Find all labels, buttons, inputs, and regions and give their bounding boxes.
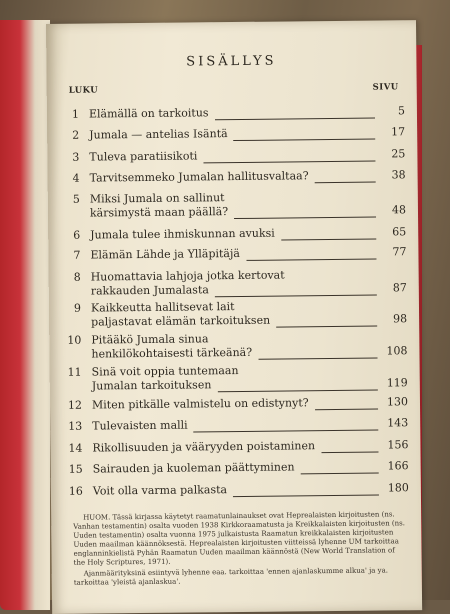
toc-entry-title: Tarvitsemmeko Jumalan hallitusvaltaa? — [89, 169, 309, 185]
toc-entry — [65, 481, 411, 498]
toc-entry-leader — [215, 117, 375, 121]
toc-entry — [64, 438, 410, 455]
toc-entry-page: 180 — [387, 481, 409, 495]
toc-entry-title: Jumala — antelias Isäntä — [89, 127, 228, 142]
toc-entry-leader — [315, 408, 378, 411]
toc-entry-number: 10 — [67, 333, 82, 347]
toc-entry — [65, 459, 411, 476]
toc-entry-title: Rikollisuuden ja vääryyden poistaminen — [92, 439, 316, 455]
toc-entry — [62, 225, 408, 242]
toc-entry-page: 38 — [391, 168, 406, 182]
toc-entry-number: 3 — [72, 150, 80, 164]
footnote — [73, 510, 406, 589]
chapter-column-header: LUKU — [68, 85, 99, 96]
page-title: SISÄLLYS — [186, 53, 277, 70]
book-cover-left — [0, 20, 50, 610]
toc-entry-leader — [234, 138, 376, 141]
toc-entry-number: 7 — [73, 248, 81, 262]
toc-entry — [63, 330, 409, 361]
toc-entry-page: 25 — [391, 147, 406, 161]
toc-entry-title: Miksi Jumala on sallinut kärsimystä maan päällä? — [89, 191, 229, 220]
toc-entry-number: 1 — [71, 107, 80, 121]
toc-entry-title: Tulevaisten malli — [92, 418, 188, 433]
toc-entry-number: 8 — [73, 270, 81, 284]
toc-entry-page: 17 — [391, 125, 406, 139]
toc-entry-title: Pitääkö Jumala sinua henkilökohtaisesti tärkeänä? — [91, 332, 253, 361]
toc-entry-number: 15 — [68, 462, 83, 476]
toc-entry-number: 13 — [68, 419, 83, 433]
book-page — [46, 20, 422, 614]
toc-entry-page: 77 — [392, 245, 407, 259]
toc-entry-leader — [301, 472, 379, 475]
toc-entry — [62, 168, 408, 185]
toc-entry-leader — [315, 181, 376, 184]
toc-entry-title: Elämän Lähde ja Ylläpitäjä — [90, 246, 240, 262]
toc-entry-number: 16 — [68, 484, 83, 498]
toc-entry — [62, 189, 408, 220]
toc-entry-leader — [281, 238, 376, 241]
toc-entry-page: 156 — [387, 438, 409, 452]
toc-entry — [64, 362, 410, 393]
toc-entry-number: 9 — [73, 301, 82, 315]
toc-entry-page: 130 — [386, 395, 409, 409]
toc-entry-leader — [203, 160, 375, 164]
toc-entry-title: Jumala tulee ihmiskunnan avuksi — [90, 226, 275, 242]
toc-entry — [63, 267, 409, 298]
toc-entry-page: 48 — [391, 203, 407, 217]
toc-entry-page: 108 — [386, 344, 408, 358]
toc-entry-leader — [258, 357, 377, 360]
toc-entry-leader — [217, 389, 377, 393]
toc-entry-page: 5 — [397, 104, 405, 118]
toc-entry-leader — [215, 294, 377, 298]
toc-entry-number: 12 — [67, 398, 83, 412]
toc-entry — [64, 416, 410, 433]
footnote-paragraph-2: Ajanmäärityksinä esiintyvä lyhenne eaa. tarkoittaa 'ennen ajanlaskumme alkua' ja ya. tarkoittaa 'yleistä ajanlaskua'. — [73, 566, 389, 587]
toc-entry — [61, 147, 407, 164]
toc-entry — [63, 298, 409, 329]
toc-entry-title: Elämällä on tarkoitus — [88, 106, 209, 121]
toc-entry-title: Voit olla varma palkasta — [92, 483, 228, 498]
toc-entry-leader — [276, 325, 377, 328]
toc-entry-number: 11 — [67, 365, 82, 379]
toc-entry-leader — [234, 216, 376, 219]
toc-entry-title: Kaikkeutta hallitsevat lait paljastavat elämän tarkoituksen — [90, 300, 271, 329]
toc-entry-page: 98 — [393, 312, 408, 326]
toc-entry-title: Tuleva paratiisikoti — [89, 149, 198, 164]
toc-entry — [62, 245, 408, 262]
toc-entry-number: 14 — [68, 441, 83, 455]
toc-entry-leader — [194, 429, 379, 433]
toc-entry-number: 6 — [73, 228, 81, 242]
toc-entry — [61, 125, 407, 142]
page-column-header: SIVU — [372, 82, 399, 93]
toc-entry-page: 166 — [387, 459, 409, 473]
toc-entry-leader — [246, 258, 377, 261]
footnote-paragraph-1: HUOM. Tässä kirjassa käytetyt raamatunlainaukset ovat Heprealaisten kirjoitusten (ns. Vanhan testamentin) osalta vuoden 1938 Kirkkoraamatusta ja Kreikkalaisten kirjoitusten (ns. Uuden testamentin) osalta vuonna 1975 julkaistusta Raamatun kreikkalaisten kirjoitusten Uuden maailman käännöksestä. Heprealaisten kirjoitusten viitteissä lyhenne UM tarkoittaa englanninkielistä Pyhän Raamatun Uuden maailman käännöstä (New World Translation of the Holy Scriptures, 1971). — [73, 510, 406, 567]
toc-entry-page: 119 — [386, 376, 408, 390]
toc-entry — [61, 104, 407, 121]
toc-entry-number: 5 — [72, 192, 80, 206]
toc-entry-title: Miten pitkälle valmistelu on edistynyt? — [91, 396, 309, 412]
toc-entry-number: 4 — [72, 171, 80, 185]
toc-entry-title: Sairauden ja kuoleman päättyminen — [92, 460, 295, 476]
toc-entry-leader — [321, 451, 378, 454]
toc-entry-page: 87 — [392, 281, 407, 295]
table-of-contents — [61, 92, 409, 498]
toc-entry-page: 143 — [387, 416, 409, 430]
toc-entry-page: 65 — [392, 225, 407, 239]
toc-entry-number: 2 — [72, 128, 80, 142]
toc-entry-title: Huomattavia lahjoja jotka kertovat rakkauden Jumalasta — [90, 268, 285, 298]
toc-entry-leader — [233, 494, 379, 498]
toc-entry — [64, 395, 410, 412]
toc-entry-title: Sinä voit oppia tuntemaan Jumalan tarkoituksen — [91, 364, 239, 393]
